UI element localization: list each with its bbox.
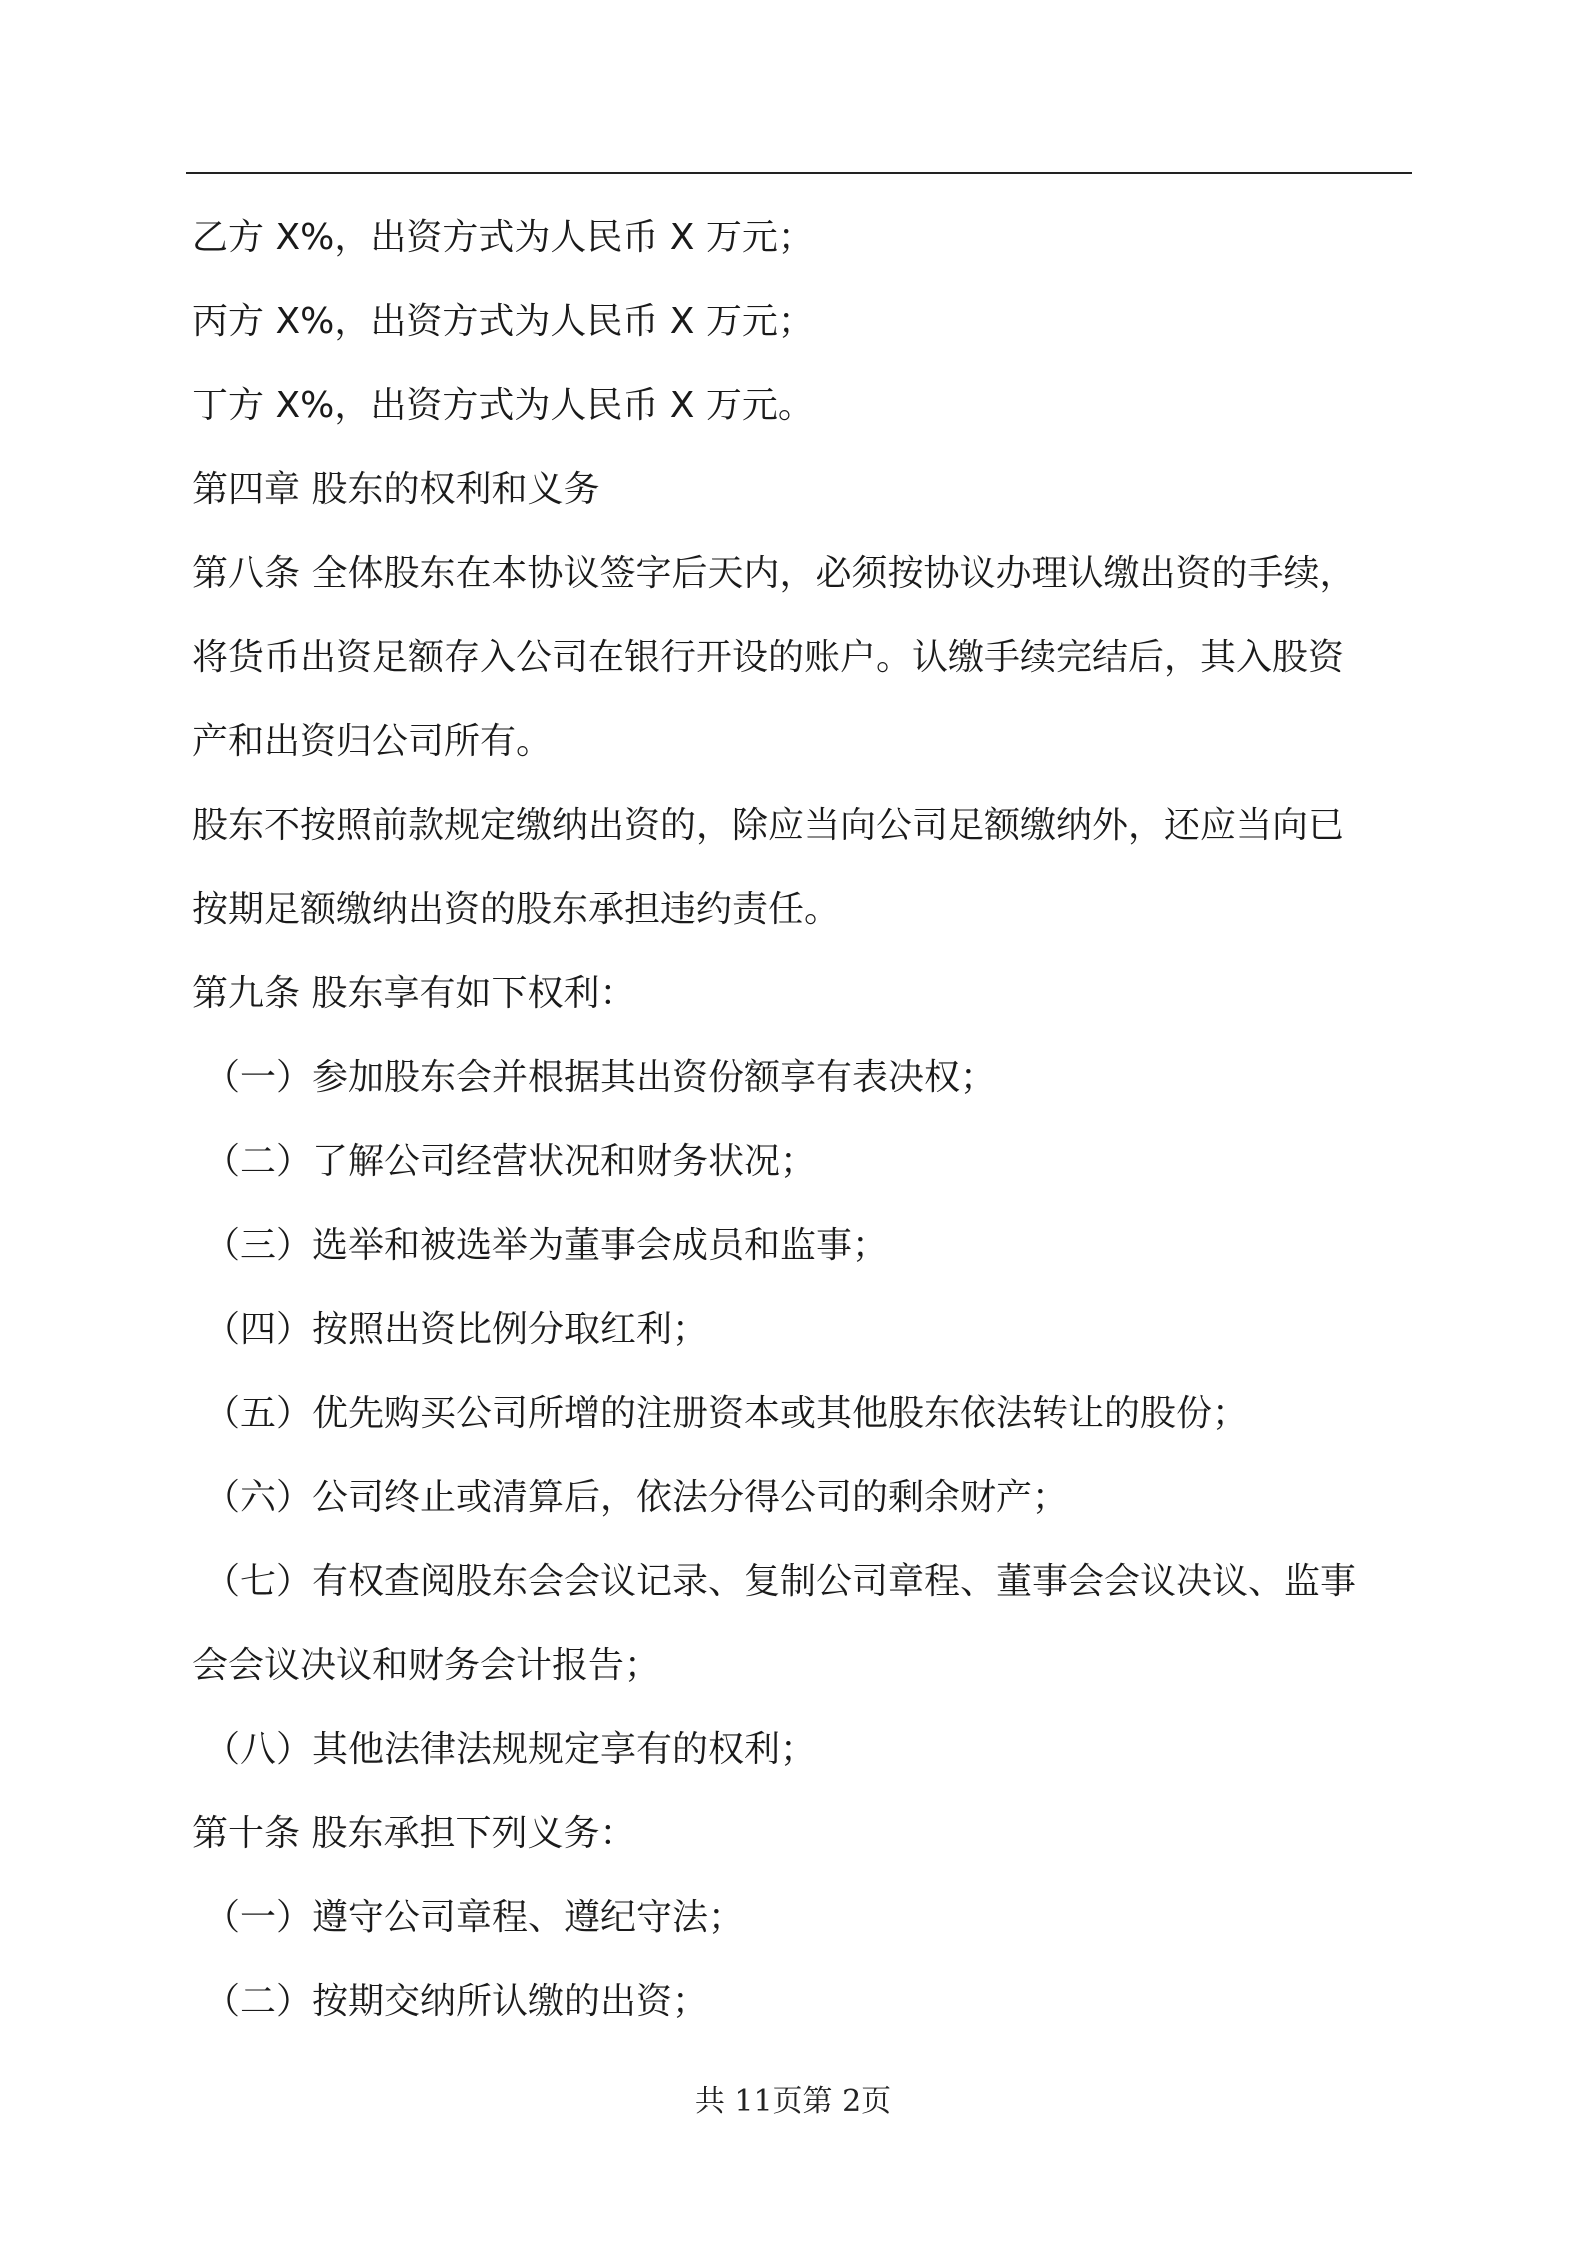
list-item: （六）公司终止或清算后，依法分得公司的剩余财产； (204, 1477, 1069, 1518)
article-line: 第八条 全体股东在本协议签字后天内，必须按协议办理认缴出资的手续， (192, 553, 1356, 594)
chapter-heading: 第四章 股东的权利和义务 (192, 469, 600, 510)
text-line: 按期足额缴纳出资的股东承担违约责任。 (192, 889, 841, 930)
text-line: 乙方 X%，出资方式为人民币 X 万元； (192, 217, 814, 258)
list-item: （一）参加股东会并根据其出资份额享有表决权； (204, 1057, 997, 1098)
list-item: （三）选举和被选举为董事会成员和监事； (204, 1225, 889, 1266)
list-item: （一）遵守公司章程、遵纪守法； (204, 1897, 745, 1938)
article-line: 第九条 股东享有如下权利： (192, 973, 636, 1014)
list-item: （五）优先购买公司所增的注册资本或其他股东依法转让的股份； (204, 1393, 1249, 1434)
list-item: （四）按照出资比例分取红利； (204, 1309, 709, 1350)
document-body (192, 196, 1412, 2044)
list-item: （八）其他法律法规规定享有的权利； (204, 1729, 817, 1770)
list-item: （二）了解公司经营状况和财务状况； (204, 1141, 817, 1182)
header-rule (186, 172, 1412, 174)
text-line: 将货币出资足额存入公司在银行开设的账户。认缴手续完结后，其入股资 (192, 637, 1345, 678)
article-line: 第十条 股东承担下列义务： (192, 1813, 636, 1854)
text-line: 会会议决议和财务会计报告； (192, 1645, 661, 1686)
text-line: 丁方 X%，出资方式为人民币 X 万元。 (192, 385, 814, 426)
page-number-footer: 共 11页第 2页 (694, 2084, 892, 2119)
list-item: （二）按期交纳所认缴的出资； (204, 1981, 709, 2022)
text-line: 产和出资归公司所有。 (192, 721, 553, 762)
text-line: 丙方 X%，出资方式为人民币 X 万元； (192, 301, 814, 342)
list-item: （七）有权查阅股东会会议记录、复制公司章程、董事会会议决议、监事 (204, 1561, 1357, 1602)
text-line: 股东不按照前款规定缴纳出资的，除应当向公司足额缴纳外，还应当向已 (192, 805, 1345, 846)
